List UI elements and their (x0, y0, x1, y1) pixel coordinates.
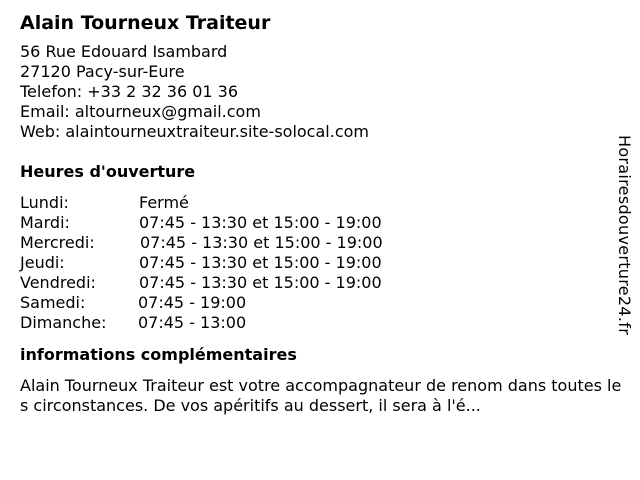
time-value: 07:45 - 13:30 et 15:00 - 19:00 (139, 273, 382, 292)
day-label: Lundi: (20, 193, 69, 212)
hours-row-monday (20, 193, 620, 213)
info-heading: informations complémentaires (20, 345, 297, 364)
time-value: 07:45 - 19:00 (138, 293, 247, 312)
business-name: Alain Tourneux Traiteur (20, 12, 271, 34)
hours-row-friday (20, 273, 620, 293)
time-value: 07:45 - 13:00 (138, 313, 247, 332)
day-label: Vendredi: (20, 273, 96, 292)
hours-row-wednesday (20, 233, 620, 253)
hours-row-tuesday (20, 213, 620, 233)
time-value: 07:45 - 13:30 et 15:00 - 19:00 (139, 253, 382, 272)
day-label: Mardi: (20, 213, 70, 232)
day-label: Samedi: (20, 293, 86, 312)
address-street: 56 Rue Edouard Isambard (20, 42, 228, 61)
address-city: 27120 Pacy-sur-Eure (20, 62, 185, 81)
web-line: Web: alaintourneuxtraiteur.site-solocal.com (20, 122, 369, 141)
email-line: Email: altourneux@gmail.com (20, 102, 261, 121)
site-watermark: Horairesdouverture24.fr (615, 135, 634, 336)
hours-table (20, 193, 620, 333)
time-value: Fermé (139, 193, 189, 212)
time-value: 07:45 - 13:30 et 15:00 - 19:00 (139, 213, 382, 232)
day-label: Mercredi: (20, 233, 95, 252)
business-card (20, 10, 620, 416)
time-value: 07:45 - 13:30 et 15:00 - 19:00 (140, 233, 383, 252)
phone-line: Telefon: +33 2 32 36 01 36 (20, 82, 239, 101)
hours-row-sunday (20, 313, 620, 333)
day-label: Jeudi: (20, 253, 65, 272)
hours-heading: Heures d'ouverture (20, 162, 196, 181)
hours-row-thursday (20, 253, 620, 273)
hours-row-saturday (20, 293, 620, 313)
info-description: Alain Tourneux Traiteur est votre accompagnateur de renom dans toutes les circonstances. De vos apéritifs au dessert, il sera à l'é... (20, 376, 622, 415)
day-label: Dimanche: (20, 313, 107, 332)
